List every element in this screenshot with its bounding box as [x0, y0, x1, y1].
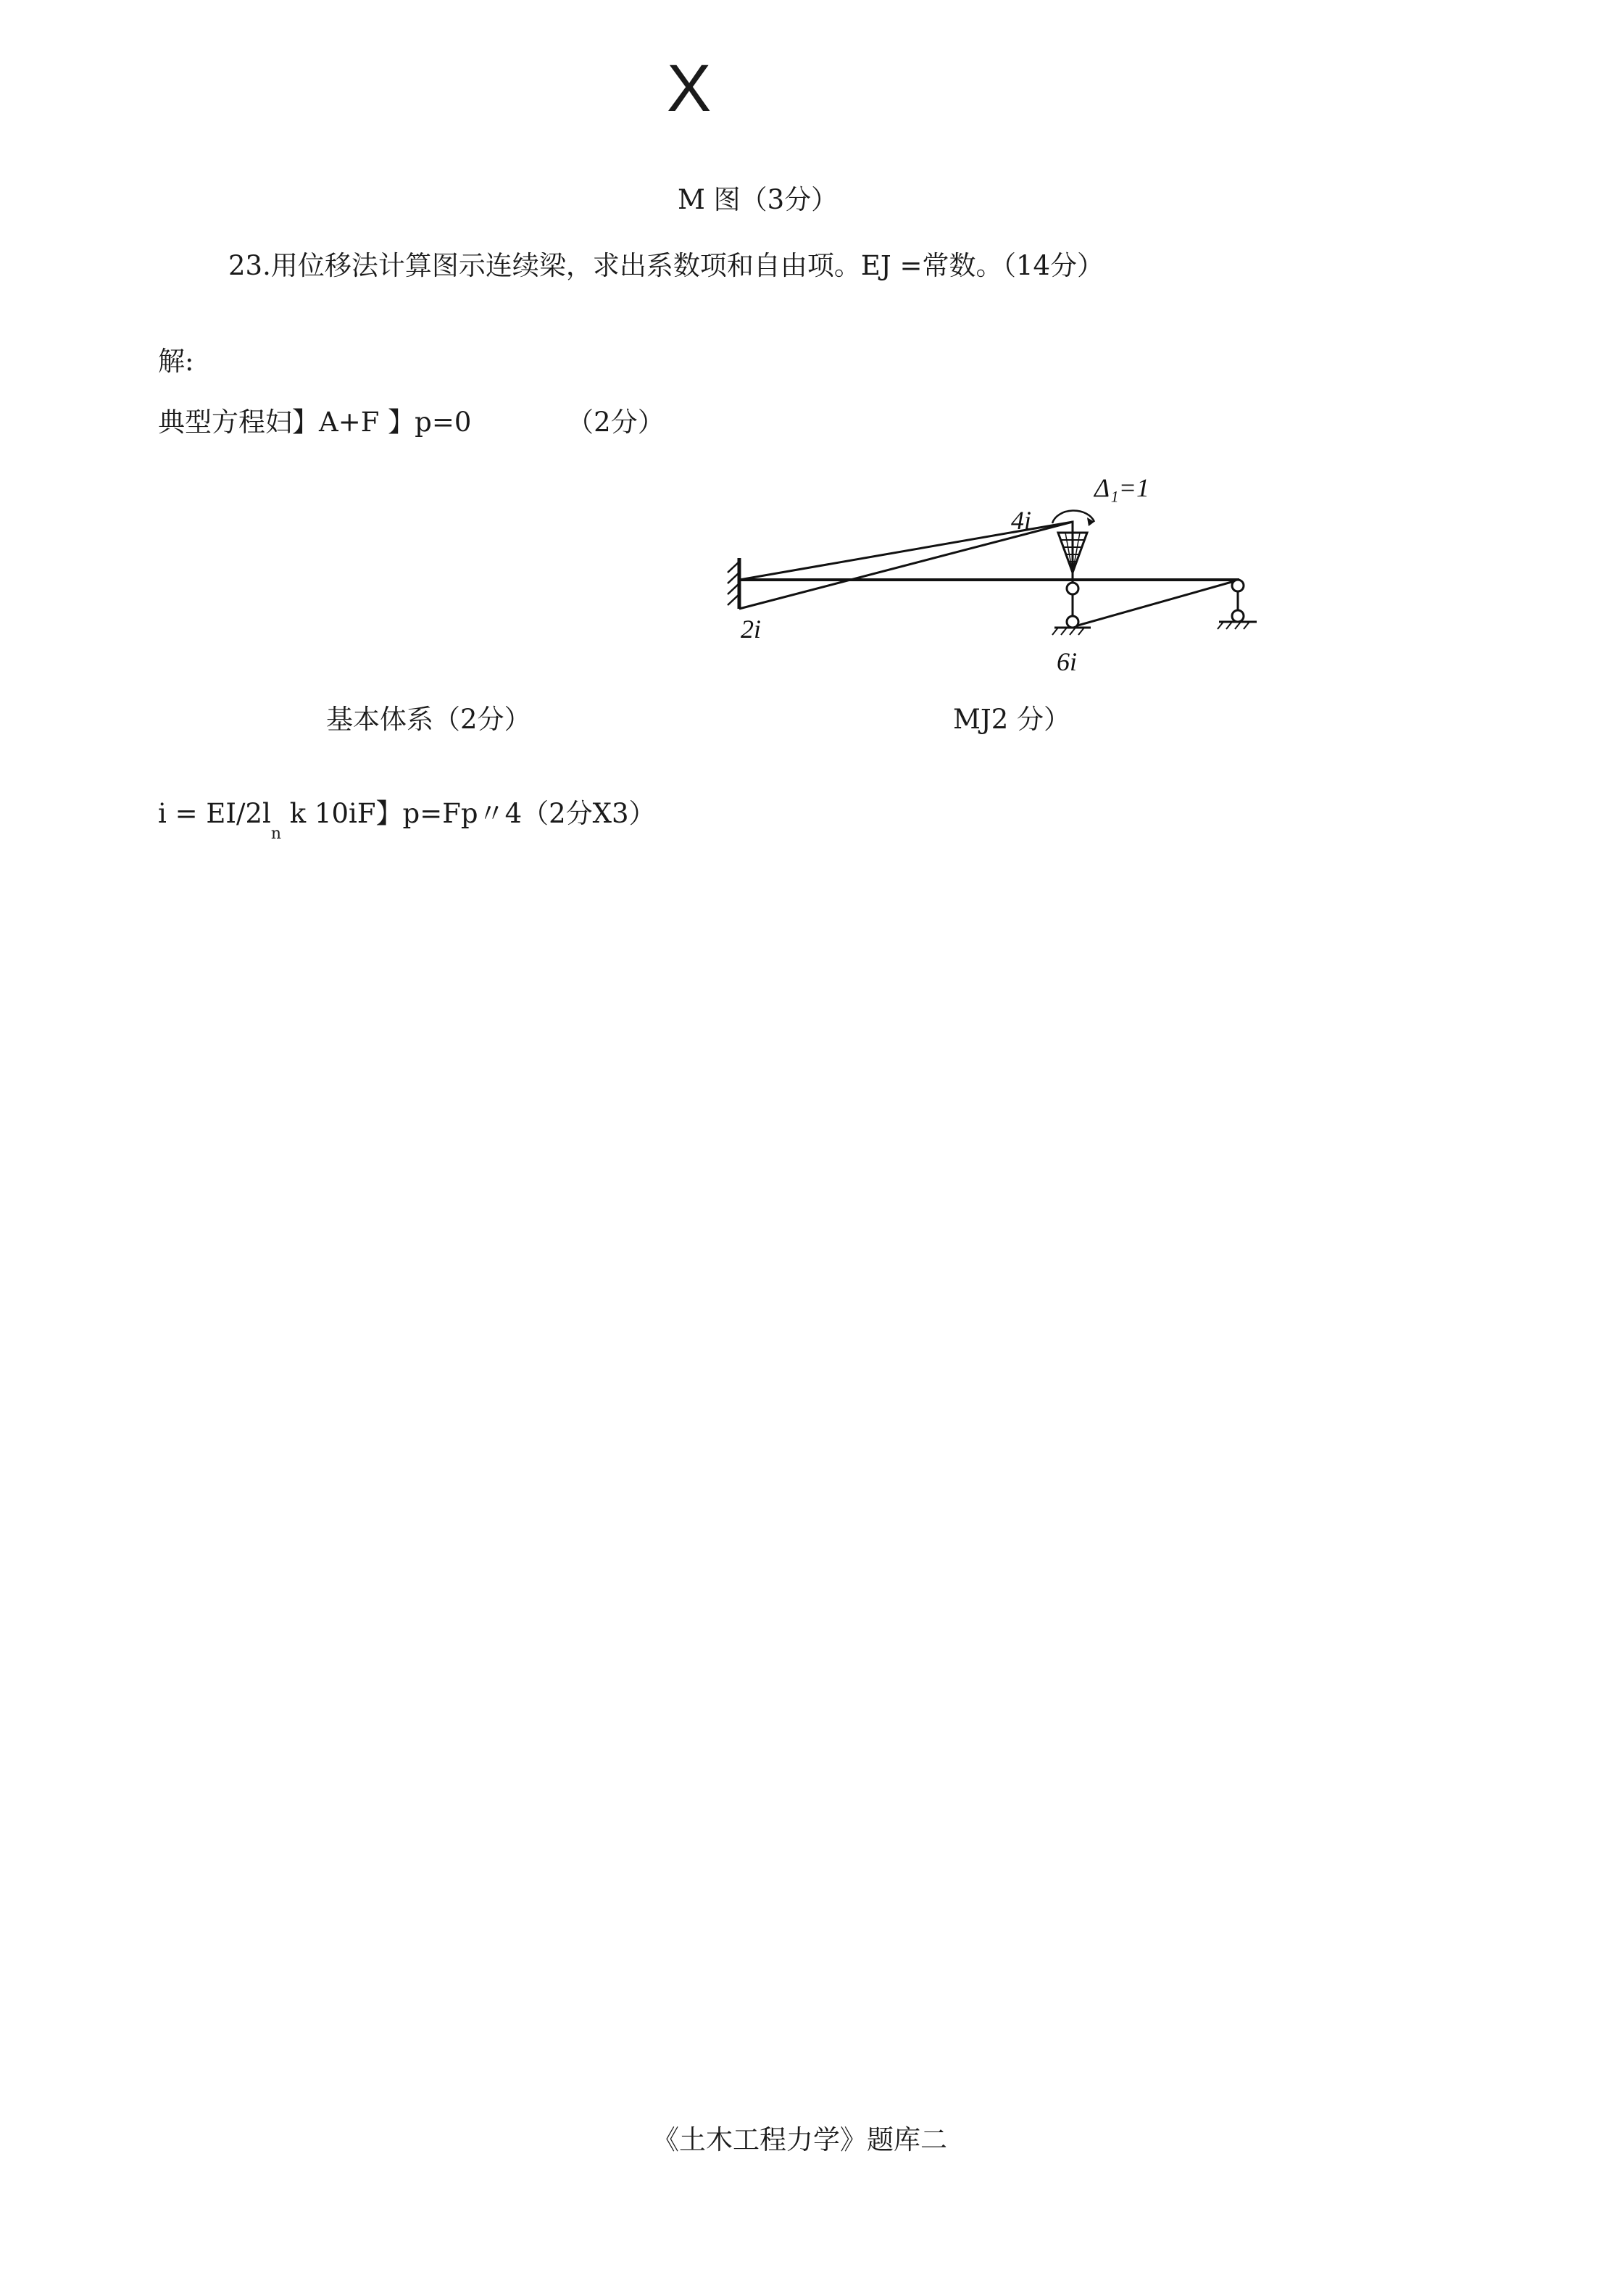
moment-line-right-span: [1073, 580, 1239, 627]
equation-text: 典型方程妇】A+F 】p=0: [158, 407, 472, 438]
question-text: 23.用位移法计算图示连续梁，求出系数项和自由项。EJ =常数。（14分）: [228, 250, 1104, 281]
beam-moment-diagram: [717, 464, 1283, 681]
typical-equation: [158, 400, 665, 439]
m-diagram-caption: M 图（3分）: [678, 184, 839, 215]
right-pin-support-icon: [1218, 580, 1257, 629]
added-constraint-icon: [1058, 533, 1087, 573]
label-4i: 4i: [1011, 506, 1032, 535]
result-part-b: k 10iF】p=Fp〃4（2分X3）: [289, 798, 656, 829]
moment-line-left-diagonal: [739, 522, 1073, 609]
result-subscript: n: [270, 825, 281, 843]
delta-label: Δ₁=1: [1094, 473, 1149, 502]
result-part-a: i = EI/2l: [158, 798, 271, 829]
label-6i: 6i: [1057, 647, 1078, 676]
footer-title: 《土木工程力学》题库二: [652, 2124, 947, 2155]
basic-system-caption: 基本体系（2分）: [326, 704, 531, 735]
solution-label: 解:: [158, 346, 194, 377]
result-line: [158, 791, 656, 843]
top-mark: X: [667, 51, 712, 125]
label-2i: 2i: [741, 615, 762, 644]
fixed-support-icon: [728, 558, 739, 609]
equation-score: （2分）: [567, 407, 665, 438]
middle-roller-support-icon: [1052, 583, 1091, 635]
mj-caption: MJ2 分）: [953, 704, 1071, 735]
